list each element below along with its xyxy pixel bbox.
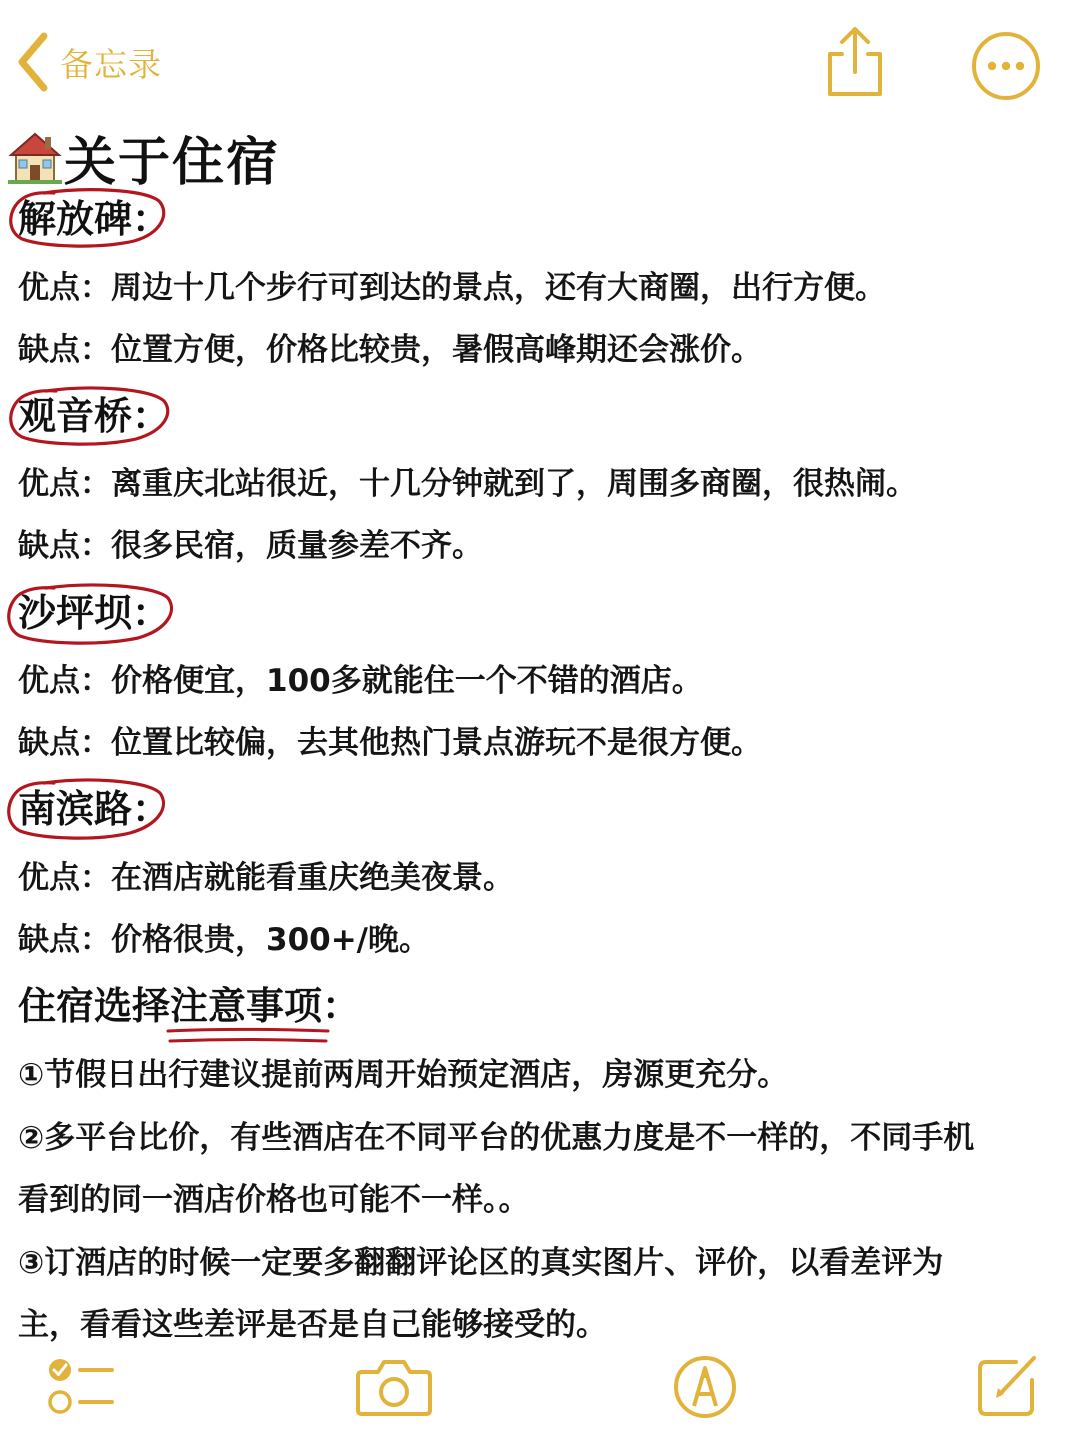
- back-label: 备忘录: [60, 44, 162, 84]
- cons-text: 缺点：位置方便，价格比较贵，暑假高峰期还会涨价。: [18, 332, 762, 368]
- more-button[interactable]: [970, 30, 1042, 102]
- pros-text: 优点：在酒店就能看重庆绝美夜景。: [18, 860, 514, 896]
- pros-text: 优点：价格便宜，100多就能住一个不错的酒店。: [18, 663, 703, 699]
- tips-heading: [18, 980, 360, 1032]
- tip-line: ③订酒店的时候一定要多翻翻评论区的真实图片、评价，以看差评为: [18, 1245, 944, 1281]
- cons-text: 缺点：很多民宿，质量参差不齐。: [18, 528, 483, 564]
- tips-heading-suffix: ：: [322, 984, 361, 1028]
- tips-heading-emphasis: 注意事项: [170, 984, 323, 1028]
- share-button[interactable]: [822, 24, 888, 100]
- back-button[interactable]: [14, 30, 162, 94]
- house-emoji-icon: [8, 129, 62, 185]
- section-heading: 南滨路：: [18, 787, 171, 831]
- navigation-bar: [0, 0, 1080, 120]
- tips-heading-prefix: 住宿选择: [18, 984, 171, 1028]
- markup-pen-icon: [672, 1354, 738, 1420]
- bottom-toolbar: [0, 1344, 1080, 1440]
- note-title-row: [8, 124, 281, 193]
- pros-text: 优点：离重庆北站很近，十几分钟就到了，周围多商圈，很热闹。: [18, 466, 917, 502]
- cons-text: 缺点：价格很贵，300+/晚。: [18, 922, 431, 958]
- chevron-left-icon: [14, 30, 54, 94]
- pros-text: 优点：周边十几个步行可到达的景点，还有大商圈，出行方便。: [18, 270, 886, 306]
- note-title: 关于住宿: [64, 132, 281, 193]
- cons-text: 缺点：位置比较偏，去其他热门景点游玩不是很方便。: [18, 725, 762, 761]
- checklist-icon: [44, 1354, 116, 1418]
- checklist-button[interactable]: [44, 1354, 116, 1422]
- section-heading: 解放碑：: [18, 197, 171, 241]
- markup-button[interactable]: [672, 1354, 738, 1424]
- tip-line: ②多平台比价，有些酒店在不同平台的优惠力度是不一样的，不同手机: [18, 1120, 975, 1156]
- tip-line: ①节假日出行建议提前两周开始预定酒店，房源更充分。: [18, 1057, 789, 1093]
- camera-button[interactable]: [356, 1356, 432, 1422]
- section-heading: 观音桥：: [18, 394, 171, 438]
- tip-line: 看到的同一酒店价格也可能不一样。。: [18, 1182, 530, 1218]
- compose-icon: [976, 1352, 1040, 1418]
- section-heading: 沙坪坝：: [18, 591, 171, 635]
- compose-button[interactable]: [976, 1352, 1040, 1422]
- camera-icon: [356, 1356, 432, 1418]
- tip-line: 主，看看这些差评是否是自己能够接受的。: [18, 1307, 607, 1343]
- share-icon: [822, 24, 888, 100]
- more-icon: [970, 30, 1042, 102]
